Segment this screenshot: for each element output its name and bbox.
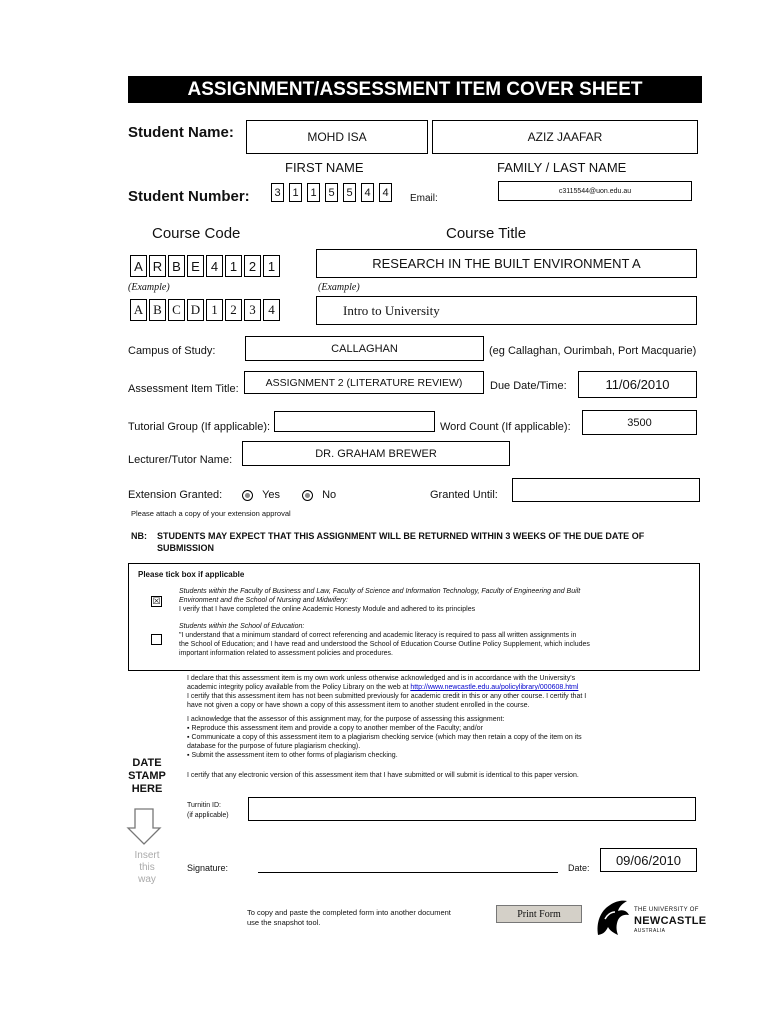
example-title-caption: (Example) — [318, 282, 360, 293]
student-number-digit: 5 — [343, 183, 356, 202]
course-code-char: A — [130, 255, 147, 277]
due-date-value: 11/06/2010 — [605, 377, 670, 392]
declaration-p1-line1: I declare that this assessment item is my own work unless otherwise acknowledged and is in accordance with the University's — [187, 675, 576, 682]
first-name-caption: FIRST NAME — [285, 160, 364, 175]
date-stamp-line2: STAMP — [128, 770, 166, 782]
declaration-p1-line3: I certify that this assessment item has not been submitted previously for academic credit in this or any other course. I certify that I — [187, 693, 587, 700]
nb-line1: STUDENTS MAY EXPECT THAT THIS ASSIGNMENT WILL BE RETURNED WITHIN 3 WEEKS OF THE DUE DATE OF — [157, 531, 645, 541]
extension-yes-option[interactable] — [242, 489, 280, 501]
date-stamp-line1: DATE — [132, 757, 162, 769]
example-code-char: 4 — [263, 299, 280, 321]
date-stamp-label — [124, 757, 170, 796]
example-code-char: B — [149, 299, 166, 321]
example-code-char: 1 — [206, 299, 223, 321]
insert-this-way-label — [124, 850, 170, 886]
example-course-title-value: Intro to University — [343, 302, 440, 318]
tickbox-item1-line3: I verify that I have completed the online Academic Honesty Module and adhered to its principles — [179, 606, 476, 613]
insert-line1: Insert — [134, 850, 160, 861]
lecturer-field[interactable] — [242, 441, 510, 466]
tutorial-group-field[interactable] — [274, 411, 435, 432]
declaration-bullet-2 — [187, 733, 582, 742]
tickbox-item2-line4: important information related to assessment policies and procedures. — [179, 650, 393, 657]
checkbox-education[interactable] — [151, 634, 162, 645]
radio-icon — [242, 490, 253, 501]
course-code-char: 2 — [244, 255, 261, 277]
declaration-bullet-1-text: Reproduce this assessment item and provide a copy to another member of the Faculty; and/or — [191, 725, 483, 732]
example-course-title — [316, 296, 697, 325]
course-title-value: RESEARCH IN THE BUILT ENVIRONMENT A — [372, 256, 641, 271]
tickbox-item1-line2: Environment and the School of Nursing and Midwifery: — [179, 597, 348, 604]
extension-no-option[interactable] — [302, 489, 336, 501]
university-name-line1: THE UNIVERSITY OF — [634, 907, 699, 913]
extension-yes-label: Yes — [262, 489, 281, 501]
course-code-char: 1 — [263, 255, 280, 277]
insert-line3: way — [138, 874, 156, 885]
declaration-bullet-3 — [187, 751, 398, 760]
student-number-digit: 3 — [271, 183, 284, 202]
bullet-icon: ▪ — [187, 725, 190, 732]
tickbox-item1-line1: Students within the Faculty of Business and Law, Faculty of Science and Information Technology, Faculty of Engineering and Built — [179, 588, 581, 595]
course-code-char: 1 — [225, 255, 242, 277]
tickbox-item2-line1: Students within the School of Education: — [179, 623, 305, 630]
email-field[interactable] — [498, 181, 692, 201]
course-code-char: B — [168, 255, 185, 277]
checked-box-icon: ☒ — [152, 596, 161, 606]
first-name-field[interactable] — [246, 120, 428, 154]
tickbox-item2-line2: "I understand that a minimum standard of correct referencing and academic literacy is required to pass all written assignments in — [179, 632, 577, 639]
first-name-value: MOHD ISA — [307, 130, 367, 144]
signature-date-label: Date: — [568, 863, 590, 873]
bullet-icon: ▪ — [187, 752, 190, 759]
nb-prefix: NB: — [131, 531, 147, 541]
declaration-bullet-2-cont: database for the purpose of future plagiarism checking). — [187, 743, 361, 750]
course-code-char: 4 — [206, 255, 223, 277]
university-name-line2: NEWCASTLE — [634, 915, 707, 927]
declaration-bullet-2-text: Communicate a copy of this assessment item to a plagiarism checking service (which may then retain a copy of the item on its — [191, 734, 582, 741]
granted-until-field[interactable] — [512, 478, 700, 502]
student-number-digit: 4 — [361, 183, 374, 202]
example-course-code — [130, 299, 295, 321]
email-label: Email: — [410, 193, 438, 204]
policy-link[interactable]: http://www.newcastle.edu.au/policylibrary/000608.html — [410, 684, 579, 691]
checkbox-faculty-checked[interactable] — [151, 596, 162, 607]
course-code-char: E — [187, 255, 204, 277]
tickbox-heading: Please tick box if applicable — [138, 570, 245, 579]
due-date-label: Due Date/Time: — [490, 380, 567, 392]
date-stamp-line3: HERE — [131, 783, 163, 795]
print-form-label: Print Form — [517, 908, 561, 920]
campus-label: Campus of Study: — [128, 345, 216, 357]
extension-note: Please attach a copy of your extension approval — [131, 509, 291, 518]
student-number-field[interactable] — [271, 183, 397, 202]
family-name-field[interactable] — [432, 120, 698, 154]
signature-date-value: 09/06/2010 — [615, 852, 682, 868]
signature-date-field[interactable] — [600, 848, 697, 872]
declaration-p3: I certify that any electronic version of this assessment item that I have submitted or will submit is identical to this paper version. — [187, 772, 579, 779]
signature-line[interactable] — [258, 872, 558, 873]
course-title-field[interactable] — [316, 249, 697, 278]
page-title: ASSIGNMENT/ASSESSMENT ITEM COVER SHEET — [128, 76, 702, 103]
turnitin-field[interactable] — [248, 797, 696, 821]
campus-field[interactable] — [245, 336, 484, 361]
example-code-caption: (Example) — [128, 282, 170, 293]
course-code-char: R — [149, 255, 166, 277]
radio-icon — [302, 490, 313, 501]
student-number-digit: 1 — [307, 183, 320, 202]
print-form-button[interactable] — [496, 905, 582, 923]
granted-until-label: Granted Until: — [430, 489, 498, 501]
turnitin-label: Turnitin ID: — [187, 802, 221, 809]
insert-line2: this — [139, 862, 155, 873]
word-count-label: Word Count (If applicable): — [440, 421, 571, 433]
extension-no-label: No — [322, 489, 337, 501]
example-code-char: 3 — [244, 299, 261, 321]
bullet-icon: ▪ — [187, 734, 190, 741]
tutorial-group-label: Tutorial Group (If applicable): — [128, 421, 271, 433]
lecturer-value: DR. GRAHAM BREWER — [315, 447, 437, 460]
declaration-p1-line2-text: academic integrity policy available from the Policy Library on the web at — [187, 684, 409, 691]
course-code-label: Course Code — [152, 225, 241, 242]
word-count-field[interactable] — [582, 410, 697, 435]
university-logo-icon — [592, 895, 632, 939]
student-number-digit: 1 — [289, 183, 302, 202]
arrow-down-icon — [126, 808, 162, 846]
word-count-value: 3500 — [627, 416, 652, 429]
turnitin-sublabel: (if applicable) — [187, 812, 229, 819]
declaration-bullet-1 — [187, 724, 483, 733]
due-date-field[interactable] — [578, 371, 697, 398]
example-code-char: C — [168, 299, 185, 321]
copy-note-line1: To copy and paste the completed form into another document — [247, 908, 451, 917]
family-name-caption: FAMILY / LAST NAME — [497, 160, 627, 175]
assessment-title-label: Assessment Item Title: — [128, 383, 239, 395]
example-code-char: A — [130, 299, 147, 321]
nb-line2: SUBMISSION — [157, 543, 215, 553]
assessment-title-field[interactable] — [244, 371, 484, 394]
tickbox-item2-line3: the School of Education; and I have read and understood the School of Education Course Outline Policy Supplement, which includes — [179, 641, 590, 648]
example-code-char: D — [187, 299, 204, 321]
assessment-title-value: ASSIGNMENT 2 (LITERATURE REVIEW) — [265, 376, 463, 389]
example-code-char: 2 — [225, 299, 242, 321]
family-name-value: AZIZ JAAFAR — [527, 130, 603, 144]
email-value: c3115544@uon.edu.au — [558, 187, 632, 195]
student-number-digit: 5 — [325, 183, 338, 202]
signature-label: Signature: — [187, 863, 229, 873]
campus-hint: (eg Callaghan, Ourimbah, Port Macquarie) — [489, 345, 697, 357]
extension-label: Extension Granted: — [128, 489, 223, 501]
declaration-p2-line1: I acknowledge that the assessor of this assignment may, for the purpose of assessing this assignment: — [187, 716, 505, 723]
course-code-field[interactable] — [130, 255, 295, 277]
student-number-digit: 4 — [379, 183, 392, 202]
lecturer-label: Lecturer/Tutor Name: — [128, 454, 233, 466]
campus-value: CALLAGHAN — [331, 342, 398, 355]
course-title-label: Course Title — [446, 225, 527, 242]
declaration-p1-line2 — [187, 683, 578, 692]
declaration-bullet-3-text: Submit the assessment item to other forms of plagiarism checking. — [191, 752, 398, 759]
student-name-label: Student Name: — [128, 124, 234, 141]
student-number-label: Student Number: — [128, 188, 250, 205]
copy-note-line2: use the snapshot tool. — [247, 918, 321, 927]
university-name-line3: AUSTRALIA — [634, 928, 666, 934]
declaration-p1-line4: have not given a copy or have shown a copy of this assessment item to another student enrolled in the course. — [187, 702, 530, 709]
